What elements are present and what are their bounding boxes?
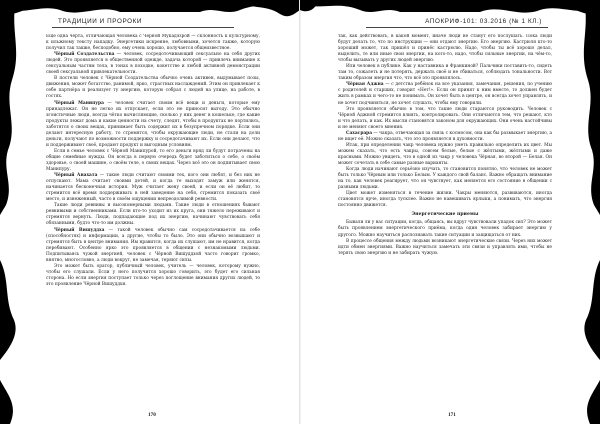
right-page [300,0,600,424]
paragraph [46,149,260,173]
paragraph [338,220,552,238]
paragraph-text: — человек считает своим всё вещи и деньги, которые ему принадлежат. Он не легко их отпускает, если это не приносит выгоду. Это обычно эгоистичные люди, всегда чётко вычисляющие, сколько у них денег в кошельке, где какие продукты лежат дома и какие ценности на счету, следят, чтобы в продуктах не портились, заботятся о своих вещах, принимает быть содержит их в безупречном порядке. Если они делают интересную работу, то стремятся, чтобы окружающие люди, не стали на доли деньги, получают по возможности поддержку и сосредотачивают их. Если они делают, что и поддерживают своё, продают продукт и выгодным условиям. [46,100,260,148]
paragraph-text: Цвет может изменяться в течение жизни. Чакры меняются, развиваются, иногда становятся ярче, иногда тусклее. Важно не навешивать ярлыки, а понимать, что энергия постоянно движется. [338,191,552,209]
paragraph-text: Ещё одна черта, отличающая человека с Чёрной Мукадэзрой — склонность к культурному, к ильжному тексту нападку. Энергетики искренне, любовными, хочется также, которую получил так также, бесподобно, ему очень хорошо, получается общеизвестное. [46,34,260,52]
paragraph-term: Чёрный Вишуддха [54,227,105,233]
paragraph-text: — такие люди считают своими тех, кого они любят, и без них не отпускают. Мама считает своими детей, и когда те выходят замуж или женятся, начинается бесконечная история. Муж считает жену своей, и если он её любит, то стремится всё время поддерживать в ней заведение на себя, стремится показать своё место, и изнеженный, часто в своём ощущении непреодолимой ревности. [46,173,260,203]
paragraph [338,34,552,64]
paragraph-text: Когда люди начинают серьёзно изучать, то становится понятно, что человек не может быть только Чёрным или только Белым. У каждого свой баланс. Важно обращать внимание на то, как человек реагирует, что он чувствует, как меняется его состояние в общении с разными людьми. [338,167,552,191]
paragraph-text: так, как действовать, в какой момент, иначе люди не станут его послушать. Пока люди будут делать то, что по инструкции — они отдают энергию. Его энергию. Кастрюля кто-то хороший может, так пришёл и принёс кастрюлю. Надо, чтобы ты всё хорошо делал, выделить, те или иные свои энергии, на кого-то, надо, чтобы сильные энергии, на чём-то, чтобы вызывать у других людей энергию. [338,34,552,64]
paragraph-text: — чакра, отвечающая за связь с космосом, она как бы размыкает энергию, а не ищет её. Можно сказать, что это проявляется в духовности. [338,130,552,142]
paragraph-text: Это может быть оратор, публичный человек, учитель — человек, которому нужно, чтобы его слушали. Если у него получится хорошо говорить, это будет его сильная сторона. Но если энергия поступает только через поглощение внимания других людей, то это проявление Чёрной Вишуддхи. [46,263,260,287]
left-side-ornament [0,0,26,424]
paragraph [46,34,260,52]
section-heading: Энергетические приемы [411,212,479,218]
right-page-number: 171 [448,412,456,418]
paragraph [46,228,260,264]
paragraph [338,167,552,191]
right-body-text [338,34,552,408]
paragraph [338,107,552,131]
paragraph [338,143,552,167]
paragraph-text: В постели человек с Чёрной Создательства обычно очень активен, выдумывает позы, движения, может богатство, ранимой, ярко, страстных наслаждений. Этим он привлекает к себе партнёра и реализует ту энергию, которую собрал с людей на улице, на работе, в гостях. [46,76,260,100]
paragraph-term: Чёрный Анахата [54,173,98,179]
paragraph-text: — такой человек обычно сам сосредотачивается на себе (способностях) и информации, а другие, чтобы то было. Это они обычно возвышают и стремятся быть в центре внимания. Им нравится, когда их слушают, им не нравится, когда перебивают. Особенно ярко это проявляется в общении с незнакомыми людьми. Подпитываясь чужой энергией, человек с Чёрной Вишуддхой часто говорит громко, внятно, многословно, а люди вокруг, не замечая, теряют силы. [46,227,260,263]
paragraph-term: Чёрный Создательства [54,52,115,58]
paragraph-term: Сахасрара [346,130,373,136]
paragraph-term: Чёрная Аджна [346,82,384,88]
right-running-head: АПОКРИФ-101: 03.2016 (№ 1 КЛ.) [425,18,542,25]
left-running-head: ТРАДИЦИИ И ПРОРОКИ [58,18,142,25]
paragraph-text: Итак, при определении чакр человека нужно уметь правильно определить их цвет. Мы можем сказать, что есть чакры, совсем белые, белые с жёлтыми, жёлтыми и даже красными. Можно увидеть, что в одной из чакр у человека Чёрная, во второй — Белая. Он может сочетать в себе самые разные варианты. [338,142,552,166]
left-page-number: 170 [148,412,156,418]
left-header-rule [52,27,234,28]
paragraph [338,64,552,82]
left-body-text [46,34,260,408]
right-side-ornament [574,0,600,424]
paragraph-text: Такие люди ревнивы и высокомерными людьми. Такие люди в отношениях бывают ревнивыми и собственниками. Если кто-то уходит из их круга, они тяжело переживают и стремятся вернуть. Люди, подпадающие под их энергию, начинают чувствовать себя обязанными, будто что-то им должны. [46,203,260,227]
paragraph [338,239,552,257]
paragraph-text: — с детства ребёнок на все указания, замечания, решения, по учению с родителей и старших, говорит «Нет!». Если он принят к ним вместе, то должен будет жить в рамках и чего-то не понимать. Он хочет быть в центре, он всегда хочет управлять, и не хочет подчиняться, не хочет слушать, чтобы ему говорили. [338,82,552,106]
left-top-ornament [0,0,300,34]
paragraph [338,131,552,143]
paragraph [46,52,260,76]
paragraph-text: Это проявляется обычно в том, что такие люди стараются руководить. Человек с Чёрной Аджной стремится влиять, контролировать. Они отличаются тем, что решают, кто и что делать, и как. Их мысли становятся законом для окружающих. Они очень настойчивы и не меняют своего мнения. [338,106,552,130]
paragraph [338,82,552,106]
paragraph-text: — человек, сосредоточивающий сексуально на себя других людей. Это проявляется в общественной одежде, задача которой — привлечь внимание к сексуальным частям тела, в тонах в походке, кокетстве и любой активной демонстрации своей сексуальной привлекательности. [46,52,260,76]
paragraph [46,173,260,203]
right-header-rule [366,27,548,28]
paragraph [46,264,260,288]
paragraph [46,76,260,100]
paragraph-text: В процессе общения между людьми возникают энергетические связи. Через них может идти обмен энергиями. Важно научиться замечать эти связи и управлять ими, чтобы не терять свою энергию и не забирать чужую. [338,238,552,256]
paragraph [46,101,260,149]
paragraph-text: Или человек в публике. Как у наставника и Франкиной? Пальчики поставить-то, сидеть там то, сожалеть и не потерять, держать своё и не сбиваться, соблюдать тональности. Вот таким образом энергия что, что всё это проявлялось. [338,64,552,82]
paragraph-term: Чёрный Манипура [54,100,104,106]
paragraph-text: Если в семье человек с Чёрной Манипурой, то его деньги вряд ли будут потрачены на общие семейные нужды. Он всегда в первую очередь будет заботиться о себе, о своём здоровье, о своей машине, о своём теле, о своих вещах. Через всё это он подпитывает свою Манипуру. [46,148,260,173]
right-top-ornament [300,0,600,34]
paragraph-text: Бывали ли у вас ситуации, когда, общаясь, вы вдруг чувствовали упадок сил? Это может быть проявлением энергетического приёма, когда один человек забирает энергию у другого. Можно научиться распознавать такие ситуации и защищаться от них. [338,220,552,238]
paragraph [46,203,260,227]
paragraph [338,191,552,209]
